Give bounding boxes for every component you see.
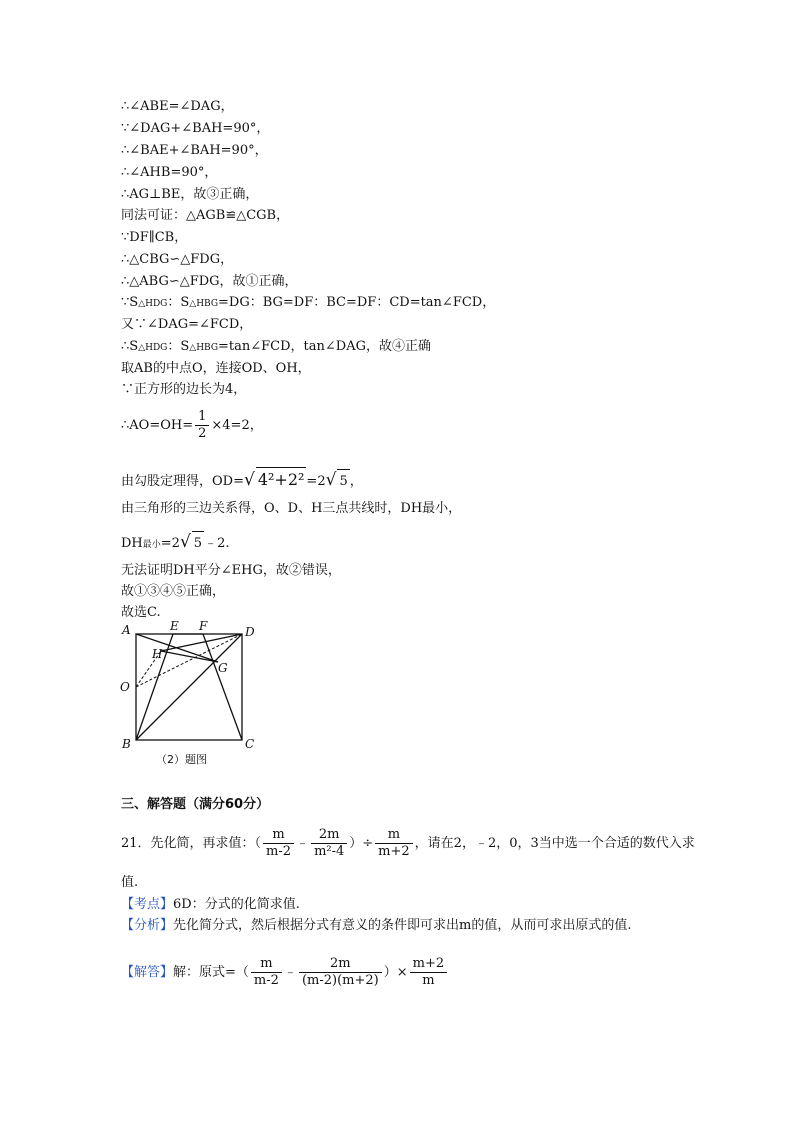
numerator: 1 bbox=[195, 409, 209, 426]
fenxi-tag: 【分析】 bbox=[121, 918, 174, 933]
solution-line: 又∵∠DAG=∠FCD， bbox=[121, 317, 253, 332]
label-o: O bbox=[120, 680, 130, 694]
area-ratio-line bbox=[121, 294, 495, 313]
solution-line: ∴△CBG∽△FDG， bbox=[121, 252, 234, 267]
text: ﹣2. bbox=[204, 536, 230, 551]
numerator: m bbox=[251, 956, 282, 973]
fraction bbox=[195, 409, 209, 442]
label-e: E bbox=[170, 619, 179, 633]
denominator: (m-2)(m+2) bbox=[301, 973, 379, 988]
text: ）÷ bbox=[349, 836, 374, 851]
jieda-tag: 【解答】 bbox=[121, 965, 174, 980]
od-equation bbox=[121, 467, 363, 494]
geometry-figure bbox=[118, 618, 268, 768]
segment-hd bbox=[161, 634, 242, 651]
question-21-continued: 值. bbox=[121, 875, 139, 890]
question-21 bbox=[121, 826, 695, 862]
solution-line: ∴∠AHB=90°， bbox=[121, 165, 218, 180]
sqrt-sign: √ bbox=[243, 470, 255, 490]
text: ∴S bbox=[121, 339, 139, 354]
sqrt-sign: √ bbox=[179, 532, 191, 552]
solution-line: 故选C. bbox=[121, 605, 161, 620]
text: DH bbox=[121, 536, 143, 551]
radicand: 5 bbox=[192, 531, 204, 556]
text: =DG：BG=DF：BC=DF：CD=tan∠FCD， bbox=[218, 295, 496, 310]
denominator: m bbox=[422, 973, 435, 988]
text: ：S bbox=[167, 295, 190, 310]
solution-line: 故①③④⑤正确， bbox=[121, 584, 226, 599]
text: 由勾股定理得，OD= bbox=[121, 474, 244, 489]
radicand: 4²+2² bbox=[256, 467, 307, 492]
solution-line: ∴∠ABE=∠DAG， bbox=[121, 99, 234, 114]
radicand: 5 bbox=[337, 469, 349, 494]
segment-fc bbox=[203, 634, 242, 740]
text: 6D：分式的化简求值. bbox=[173, 897, 300, 912]
label-b: B bbox=[122, 737, 131, 751]
sqrt-sign: √ bbox=[325, 470, 337, 490]
text: 先化简分式，然后根据分式有意义的条件即可求出m的值，从而可求出原式的值. bbox=[173, 918, 632, 933]
kaodian-tag: 【考点】 bbox=[121, 897, 174, 912]
label-g: G bbox=[218, 661, 228, 675]
text: 21．先化简，再求值：（ bbox=[121, 836, 262, 851]
numerator: m bbox=[375, 827, 413, 844]
text: ，请在2，﹣2，0，3当中选一个合适的数代入求 bbox=[414, 836, 695, 851]
kaodian-line bbox=[121, 896, 300, 914]
subscript: △HDG bbox=[138, 299, 168, 309]
area-ratio-line bbox=[121, 338, 431, 357]
jieda-line bbox=[121, 955, 449, 991]
label-a: A bbox=[122, 623, 131, 637]
fenxi-line bbox=[121, 917, 631, 935]
text: =2 bbox=[306, 474, 326, 489]
text: ×4=2， bbox=[211, 418, 263, 433]
fraction bbox=[263, 827, 294, 860]
ao-equation bbox=[121, 408, 263, 444]
subscript: △HDG bbox=[138, 343, 168, 353]
solution-line: ∴∠BAE+∠BAH=90°， bbox=[121, 143, 268, 158]
fraction bbox=[375, 827, 413, 860]
fraction bbox=[410, 956, 448, 989]
denominator: m-2 bbox=[253, 973, 279, 988]
solution-line: ∵DF∥CB， bbox=[121, 230, 188, 245]
solution-line: ∵∠DAG+∠BAH=90°， bbox=[121, 121, 270, 136]
numerator: 2m bbox=[299, 956, 382, 973]
text: ）× bbox=[383, 965, 408, 980]
denominator: m+2 bbox=[378, 844, 410, 859]
text: ﹣ bbox=[283, 965, 297, 980]
text: ∵S bbox=[121, 295, 139, 310]
solution-line: ∵正方形的边长为4， bbox=[121, 382, 247, 397]
section-title: 三、解答题（满分60分） bbox=[121, 797, 270, 812]
text: =tan∠FCD，tan∠DAG，故④正确 bbox=[218, 339, 431, 354]
solution-line: ∴AG⊥BE，故③正确， bbox=[121, 187, 259, 202]
denominator: m²-4 bbox=[314, 844, 345, 859]
subscript: △HBG bbox=[189, 299, 219, 309]
numerator: m+2 bbox=[410, 956, 448, 973]
subscript: △HBG bbox=[189, 343, 219, 353]
solution-line: 无法证明DH平分∠EHG，故②错误， bbox=[121, 563, 341, 578]
label-h: H bbox=[152, 647, 163, 661]
text: =2 bbox=[160, 536, 180, 551]
text: ：S bbox=[167, 339, 190, 354]
text: ﹣ bbox=[296, 836, 310, 851]
fraction bbox=[311, 827, 347, 860]
text: 解：原式=（ bbox=[173, 965, 249, 980]
label-d: D bbox=[245, 625, 255, 639]
solution-line: ∴△ABG∽△FDG，故①正确， bbox=[121, 274, 298, 289]
figure-caption: （2）题图 bbox=[156, 753, 207, 766]
denominator: m-2 bbox=[266, 844, 292, 859]
denominator: 2 bbox=[198, 426, 207, 441]
dh-equation bbox=[121, 530, 229, 557]
label-c: C bbox=[245, 737, 255, 751]
subscript: 最小 bbox=[142, 540, 161, 550]
solution-line: 同法可证：△AGB≌△CGB， bbox=[121, 208, 290, 223]
label-f: F bbox=[199, 619, 208, 633]
fraction bbox=[251, 956, 282, 989]
text: ， bbox=[349, 474, 363, 489]
solution-line: 取AB的中点O，连接OD、OH， bbox=[121, 361, 311, 376]
text: ∴AO=OH= bbox=[121, 418, 194, 433]
numerator: m bbox=[263, 827, 294, 844]
solution-line: 由三角形的三边关系得，O、D、H三点共线时，DH最小， bbox=[121, 501, 462, 516]
numerator: 2m bbox=[311, 827, 347, 844]
fraction bbox=[299, 956, 382, 989]
